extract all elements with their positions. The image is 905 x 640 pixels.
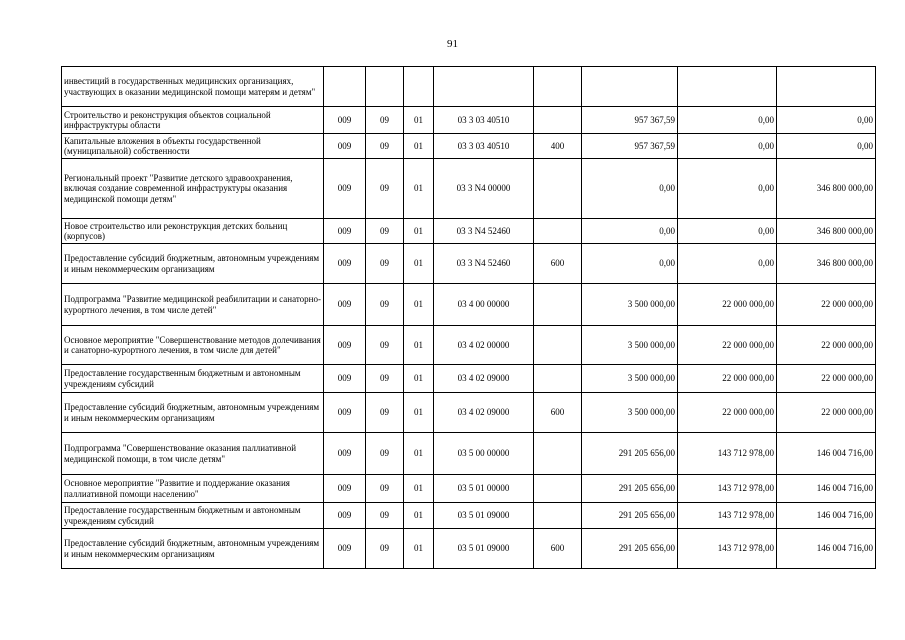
cell-subsection [404, 67, 434, 107]
cell-expense-type: 600 [534, 529, 582, 569]
table-row [62, 433, 876, 475]
cell-name: Предоставление субсидий бюджетным, автономным учреждениям и иным некоммерческим организациям [62, 393, 324, 433]
cell-section: 09 [366, 134, 404, 159]
cell-expense-type: 400 [534, 134, 582, 159]
table-row [62, 244, 876, 284]
cell-name: Основное мероприятие "Совершенствование методов долечивания и санаторно-курортного лечения, в том числе для детей" [62, 326, 324, 365]
cell-amount-year-3: 22 000 000,00 [777, 326, 876, 365]
cell-target-article: 03 4 02 09000 [434, 365, 534, 393]
cell-subsection: 01 [404, 503, 434, 529]
cell-name: Региональный проект "Развитие детского здравоохранения, включая создание современной инфраструктуры оказания медицинской помощи детям" [62, 159, 324, 219]
cell-name: Подпрограмма "Совершенствование оказания паллиативной медицинской помощи, в том числе детям" [62, 433, 324, 475]
cell-subsection: 01 [404, 475, 434, 503]
cell-section: 09 [366, 475, 404, 503]
cell-amount-year-1: 0,00 [582, 219, 678, 244]
cell-amount-year-2: 0,00 [678, 219, 777, 244]
cell-grbs: 009 [324, 365, 366, 393]
cell-amount-year-3: 346 800 000,00 [777, 159, 876, 219]
cell-amount-year-3: 22 000 000,00 [777, 365, 876, 393]
cell-expense-type [534, 159, 582, 219]
table-row [62, 393, 876, 433]
cell-expense-type [534, 107, 582, 134]
cell-amount-year-3: 22 000 000,00 [777, 284, 876, 326]
cell-amount-year-2: 143 712 978,00 [678, 433, 777, 475]
cell-section: 09 [366, 326, 404, 365]
cell-amount-year-1: 291 205 656,00 [582, 433, 678, 475]
cell-grbs: 009 [324, 326, 366, 365]
table-row [62, 529, 876, 569]
cell-amount-year-3: 146 004 716,00 [777, 529, 876, 569]
cell-amount-year-1: 0,00 [582, 159, 678, 219]
cell-section: 09 [366, 284, 404, 326]
cell-amount-year-3: 146 004 716,00 [777, 433, 876, 475]
table-row [62, 134, 876, 159]
page-number: 91 [447, 38, 458, 50]
cell-amount-year-2: 22 000 000,00 [678, 326, 777, 365]
cell-name: Подпрограмма "Развитие медицинской реабилитации и санаторно-курортного лечения, в том числе детей" [62, 284, 324, 326]
table-row [62, 326, 876, 365]
cell-expense-type [534, 326, 582, 365]
table-row [62, 107, 876, 134]
cell-subsection: 01 [404, 393, 434, 433]
cell-grbs: 009 [324, 393, 366, 433]
cell-expense-type [534, 503, 582, 529]
cell-section: 09 [366, 219, 404, 244]
cell-section: 09 [366, 393, 404, 433]
cell-name: Основное мероприятие "Развитие и поддержание оказания паллиативной помощи населению" [62, 475, 324, 503]
cell-section: 09 [366, 107, 404, 134]
cell-grbs: 009 [324, 107, 366, 134]
cell-grbs: 009 [324, 475, 366, 503]
cell-name: Предоставление государственным бюджетным и автономным учреждениям субсидий [62, 365, 324, 393]
cell-target-article: 03 4 02 00000 [434, 326, 534, 365]
cell-subsection: 01 [404, 159, 434, 219]
cell-amount-year-1: 957 367,59 [582, 134, 678, 159]
cell-amount-year-3: 0,00 [777, 134, 876, 159]
table-row [62, 365, 876, 393]
cell-name: Строительство и реконструкция объектов социальной инфраструктуры области [62, 107, 324, 134]
cell-amount-year-3 [777, 67, 876, 107]
cell-expense-type [534, 475, 582, 503]
cell-amount-year-1: 3 500 000,00 [582, 393, 678, 433]
cell-expense-type [534, 284, 582, 326]
budget-table-body [62, 67, 876, 569]
cell-expense-type: 600 [534, 393, 582, 433]
cell-section: 09 [366, 365, 404, 393]
cell-subsection: 01 [404, 284, 434, 326]
cell-target-article: 03 3 03 40510 [434, 134, 534, 159]
cell-grbs [324, 67, 366, 107]
cell-amount-year-2: 0,00 [678, 107, 777, 134]
cell-grbs: 009 [324, 529, 366, 569]
cell-target-article: 03 5 01 09000 [434, 529, 534, 569]
cell-amount-year-3: 0,00 [777, 107, 876, 134]
cell-name: Предоставление государственным бюджетным и автономным учреждениям субсидий [62, 503, 324, 529]
cell-expense-type [534, 433, 582, 475]
cell-amount-year-2: 0,00 [678, 159, 777, 219]
cell-target-article: 03 3 N4 52460 [434, 219, 534, 244]
cell-grbs: 009 [324, 433, 366, 475]
cell-subsection: 01 [404, 219, 434, 244]
cell-subsection: 01 [404, 107, 434, 134]
cell-target-article: 03 5 00 00000 [434, 433, 534, 475]
cell-subsection: 01 [404, 134, 434, 159]
table-row [62, 503, 876, 529]
table-row [62, 67, 876, 107]
cell-amount-year-1: 957 367,59 [582, 107, 678, 134]
cell-expense-type [534, 67, 582, 107]
cell-subsection: 01 [404, 433, 434, 475]
cell-amount-year-3: 146 004 716,00 [777, 475, 876, 503]
cell-amount-year-2: 0,00 [678, 244, 777, 284]
cell-amount-year-1: 0,00 [582, 244, 678, 284]
cell-grbs: 009 [324, 134, 366, 159]
cell-amount-year-2 [678, 67, 777, 107]
budget-table [61, 66, 876, 569]
cell-target-article: 03 4 00 00000 [434, 284, 534, 326]
cell-amount-year-1: 291 205 656,00 [582, 529, 678, 569]
table-row [62, 284, 876, 326]
cell-section: 09 [366, 433, 404, 475]
cell-target-article: 03 3 N4 52460 [434, 244, 534, 284]
cell-amount-year-3: 346 800 000,00 [777, 219, 876, 244]
cell-grbs: 009 [324, 284, 366, 326]
table-row [62, 219, 876, 244]
cell-subsection: 01 [404, 326, 434, 365]
cell-target-article: 03 3 N4 00000 [434, 159, 534, 219]
cell-target-article [434, 67, 534, 107]
cell-name: инвестиций в государственных медицинских организациях, участвующих в оказании медицинской помощи матерям и детям" [62, 67, 324, 107]
cell-amount-year-1: 291 205 656,00 [582, 503, 678, 529]
cell-section: 09 [366, 503, 404, 529]
cell-expense-type [534, 365, 582, 393]
cell-name: Капитальные вложения в объекты государственной (муниципальной) собственности [62, 134, 324, 159]
cell-name: Новое строительство или реконструкция детских больниц (корпусов) [62, 219, 324, 244]
cell-target-article: 03 5 01 09000 [434, 503, 534, 529]
cell-subsection: 01 [404, 529, 434, 569]
cell-target-article: 03 3 03 40510 [434, 107, 534, 134]
cell-grbs: 009 [324, 159, 366, 219]
cell-grbs: 009 [324, 503, 366, 529]
cell-section [366, 67, 404, 107]
cell-amount-year-2: 22 000 000,00 [678, 393, 777, 433]
cell-amount-year-2: 0,00 [678, 134, 777, 159]
cell-amount-year-1: 3 500 000,00 [582, 365, 678, 393]
cell-amount-year-2: 22 000 000,00 [678, 365, 777, 393]
cell-amount-year-3: 346 800 000,00 [777, 244, 876, 284]
cell-subsection: 01 [404, 244, 434, 284]
cell-target-article: 03 4 02 09000 [434, 393, 534, 433]
cell-section: 09 [366, 244, 404, 284]
cell-section: 09 [366, 159, 404, 219]
cell-name: Предоставление субсидий бюджетным, автономным учреждениям и иным некоммерческим организациям [62, 244, 324, 284]
cell-section: 09 [366, 529, 404, 569]
cell-amount-year-1: 3 500 000,00 [582, 326, 678, 365]
cell-amount-year-2: 143 712 978,00 [678, 475, 777, 503]
cell-name: Предоставление субсидий бюджетным, автономным учреждениям и иным некоммерческим организациям [62, 529, 324, 569]
cell-grbs: 009 [324, 219, 366, 244]
table-row [62, 475, 876, 503]
cell-amount-year-2: 143 712 978,00 [678, 529, 777, 569]
cell-amount-year-1: 291 205 656,00 [582, 475, 678, 503]
cell-expense-type [534, 219, 582, 244]
cell-subsection: 01 [404, 365, 434, 393]
cell-target-article: 03 5 01 00000 [434, 475, 534, 503]
cell-amount-year-2: 143 712 978,00 [678, 503, 777, 529]
cell-grbs: 009 [324, 244, 366, 284]
cell-amount-year-3: 22 000 000,00 [777, 393, 876, 433]
cell-amount-year-2: 22 000 000,00 [678, 284, 777, 326]
cell-expense-type: 600 [534, 244, 582, 284]
cell-amount-year-1: 3 500 000,00 [582, 284, 678, 326]
cell-amount-year-3: 146 004 716,00 [777, 503, 876, 529]
cell-amount-year-1 [582, 67, 678, 107]
table-row [62, 159, 876, 219]
